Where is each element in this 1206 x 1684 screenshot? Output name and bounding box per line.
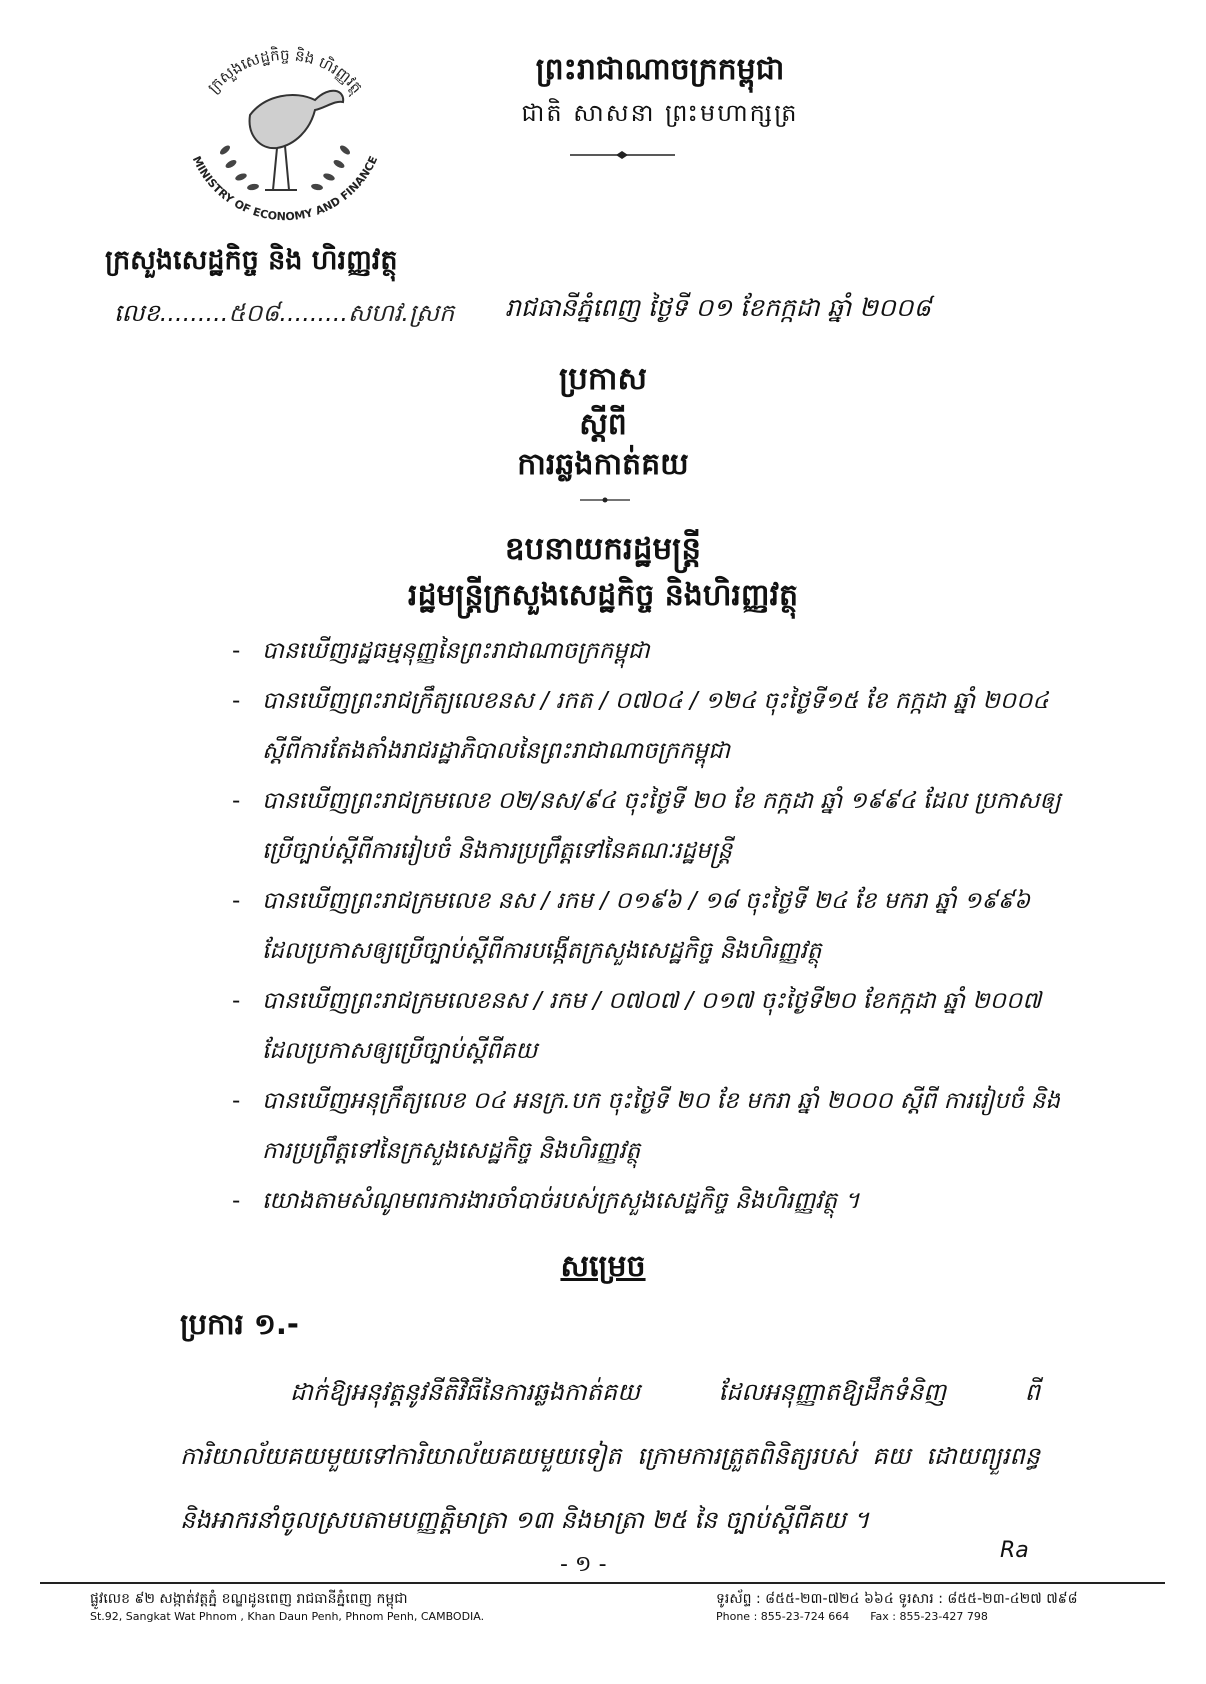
ornament-divider-icon — [570, 150, 675, 160]
footer-contact — [716, 1590, 1078, 1626]
document-type-title: ប្រកាស — [559, 361, 647, 397]
preamble-item: - បានឃើញរដ្ឋធម្មនុញ្ញនៃព្រះរាជាណាចក្រកម្ពុជា — [232, 638, 650, 664]
footer-fax: Fax : 855-23-427 798 — [870, 1610, 988, 1623]
national-motto: ជាតិ សាសនា ព្រះមហាក្សត្រ — [521, 99, 799, 127]
svg-text:MINISTRY OF ECONOMY AND FINANC — [190, 154, 380, 223]
seal-top-text: ក្រសួងសេដ្ឋកិច្ច និង ហិរញ្ញវត្ថុ — [204, 45, 367, 97]
footer-divider — [40, 1582, 1165, 1584]
article-heading: ប្រការ ១.- — [180, 1307, 299, 1341]
preamble-item: - បានឃើញព្រះរាជក្រឹត្យលេខនស / រកត / ០៧០៤ / ១២៤ ចុះថ្ងៃទី១៥ ខែ កក្កដា ឆ្នាំ ២០០៤ ស្តីពីការតែងតាំងរាជរដ្ឋាភិបាលនៃព្រះរាជាណាចក្រកម្ពុជា — [232, 688, 1049, 764]
article-body: ដាក់ឱ្យអនុវត្តនូវនីតិវិធីនៃការឆ្លងកាត់គយ ដែលអនុញ្ញាតឱ្យដឹកទំនិញ ពីការិយាល័យគយមួយទៅការិយាល័យគយមួយទៀត ក្រោមការត្រួតពិនិត្យរបស់ គយ ដោយព្យួរពន្ធ និងអាករនាំចូលស្របតាមបញ្ញត្តិមាត្រា ១៣ និងមាត្រា ២៥ នៃ ច្បាប់ស្តីពីគយ ។ — [180, 1378, 1040, 1534]
footer-address-kh: ផ្លូវលេខ ៩២ សង្កាត់វត្តភ្នំ ខណ្ឌដូនពេញ រាជធានីភ្នំពេញ កម្ពុជា — [90, 1591, 408, 1607]
footer-address — [90, 1590, 484, 1626]
ministry-name: ក្រសួងសេដ្ឋកិច្ច និង ហិរញ្ញវត្ថុ — [105, 245, 398, 276]
preamble-item: - បានឃើញអនុក្រឹត្យលេខ ០៤ អនក្រ.បក ចុះថ្ងៃទី ២០ ខែ មករា ឆ្នាំ ២០០០ ស្តីពី ការរៀបចំ និងការប្រព្រឹត្តទៅនៃក្រសួងសេដ្ឋកិច្ច និងហិរញ្ញវត្ថុ — [232, 1088, 1060, 1164]
footer-phone: Phone : 855-23-724 664 — [716, 1610, 850, 1623]
decision-heading: សម្រេច — [560, 1249, 646, 1284]
ref-number: ៥០៨ — [228, 299, 280, 327]
kingdom-heading: ព្រះរាជាណាចក្រកម្ពុជា — [535, 52, 785, 87]
preamble-item: - យោងតាមសំណូមពរការងារចាំបាច់របស់ក្រសួងសេដ្ឋកិច្ច និងហិរញ្ញវត្ថុ ។ — [232, 1188, 860, 1214]
preamble-item: - បានឃើញព្រះរាជក្រមលេខនស / រកម / ០៧០៧ / ០១៧ ចុះថ្ងៃទី២០ ខែកក្កដា ឆ្នាំ ២០០៧ ដែលប្រកាសឲ្យប្រើច្បាប់ស្តីពីគយ — [232, 988, 1042, 1064]
reference-number-line: លេខ.........៥០៨.........សហវ.ស្រក — [114, 299, 455, 327]
footer-address-en: St.92, Sangkat Wat Phnom , Khan Daun Penh, Phnom Penh, CAMBODIA. — [90, 1610, 485, 1623]
page-number: - ១ - — [560, 1552, 607, 1577]
svg-text:ក្រសួងសេដ្ឋកិច្ច និង ហិរញ្ញវត្ — [204, 45, 366, 99]
small-ornament-icon — [580, 496, 630, 504]
preamble-item: - បានឃើញព្រះរាជក្រមលេខ ០២/នស/៩៤ ចុះថ្ងៃទី ២០ ខែ កក្កដា ឆ្នាំ ១៩៩៤ ដែល ប្រកាសឲ្យប្រើច្បាប់ស្តីពីការរៀបចំ និងការប្រព្រឹត្តទៅនៃគណៈរដ្ឋមន្ត្រី — [232, 788, 1061, 864]
seal-bottom-text: MINISTRY OF ECONOMY AND FINANCE — [189, 154, 381, 224]
ref-suffix: សហវ.ស្រក — [348, 299, 455, 327]
dateline: រាជធានីភ្នំពេញ ថ្ងៃទី ០១ ខែកក្កដា ឆ្នាំ ២០០៨ — [505, 293, 932, 322]
title-on: ស្តីពី — [579, 407, 627, 442]
issuer-title-1: ឧបនាយករដ្ឋមន្ត្រី — [504, 531, 702, 567]
ministry-seal — [165, 40, 405, 240]
issuer-title-2: រដ្ឋមន្ត្រីក្រសួងសេដ្ឋកិច្ច និងហិរញ្ញវត្ថុ — [407, 578, 799, 613]
handwritten-initials: Ra — [1000, 1538, 1029, 1563]
preamble-list — [232, 626, 1062, 1226]
document-subject: ការឆ្លងកាត់គយ — [517, 447, 689, 482]
preamble-item: - បានឃើញព្រះរាជក្រមលេខ នស / រកម / ០១៩៦ / ១៨ ចុះថ្ងៃទី ២៤ ខែ មករា ឆ្នាំ ១៩៩៦ ដែលប្រកាសឲ្យប្រើច្បាប់ស្តីពីការបង្កើតក្រសួងសេដ្ឋកិច្ច និងហិរញ្ញវត្ថុ — [232, 888, 1031, 964]
ref-label: លេខ — [114, 299, 160, 327]
footer-contact-kh: ទូរស័ព្ទ : ៨៥៥-២៣-៧២៤ ៦៦៤ ទូរសារ : ៨៥៥-២៣-៤២៧ ៧៩៨ — [716, 1591, 1078, 1607]
